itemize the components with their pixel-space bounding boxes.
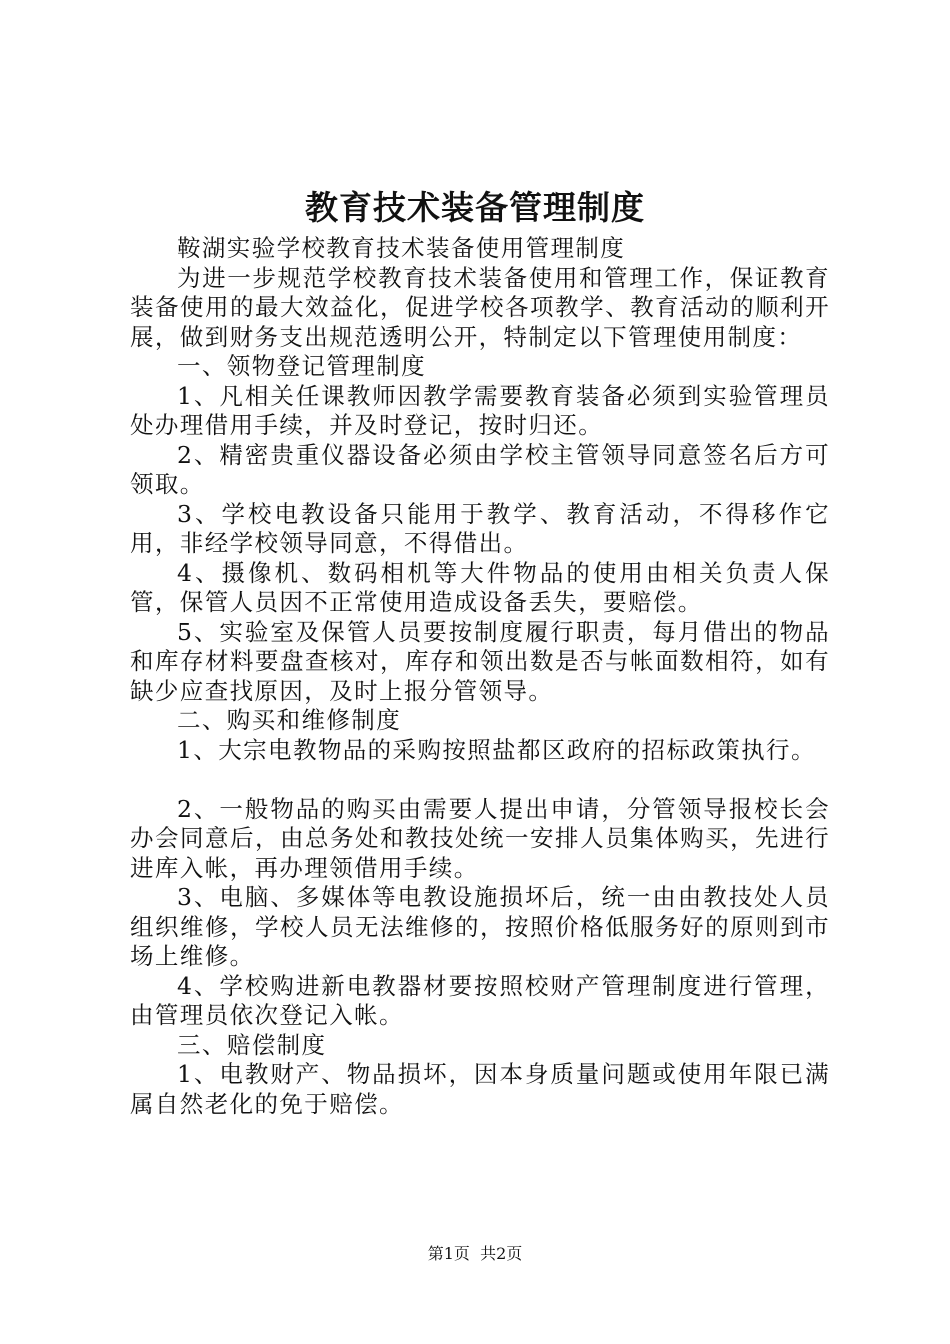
section-heading-3: 三、赔偿制度 <box>177 1030 327 1059</box>
page-footer: 第1页 共2页 <box>427 1244 523 1263</box>
section-heading-1: 一、领物登记管理制度 <box>177 352 426 380</box>
section2-item-3: 3、电脑、多媒体等电教设施损坏后，统一由由教技处人员组织维修，学校人员无法维修的，按照价格低服务好的原则到市场上维修。 <box>130 883 830 970</box>
subtitle: 鞍湖实验学校教育技术装备使用管理制度 <box>177 234 626 262</box>
section1-item-4: 4、摄像机、数码相机等大件物品的使用由相关负责人保管，保管人员因不正常使用造成设备丢失，要赔偿。 <box>130 558 830 616</box>
section1-item-1: 1、凡相关任课教师因教学需要教育装备必须到实验管理员处办理借用手续，并及时登记，按时归还。 <box>130 381 830 439</box>
section3-item-1: 1、电教财产、物品损坏，因本身质量问题或使用年限已满属自然老化的免于赔偿。 <box>130 1060 830 1118</box>
section2-item-4: 4、学校购进新电教器材要按照校财产管理制度进行管理，由管理员依次登记入帐。 <box>130 971 830 1029</box>
document-body <box>130 234 830 1119</box>
section-heading-2: 二、购买和维修制度 <box>177 706 402 734</box>
section1-item-3: 3、学校电教设备只能用于教学、教育活动，不得移作它用，非经学校领导同意，不得借出。 <box>130 499 830 557</box>
section2-item-1: 1、大宗电教物品的采购按照盐都区政府的招标政策执行。 <box>177 735 816 764</box>
section1-item-5: 5、实验室及保管人员要按制度履行职责，每月借出的物品和库存材料要盘查核对，库存和领出数是否与帐面数相符，如有缺少应查找原因，及时上报分管领导。 <box>130 617 830 705</box>
section1-item-2: 2、精密贵重仪器设备必须由学校主管领导同意签名后方可领取。 <box>130 440 830 498</box>
document-title: 教育技术装备管理制度 <box>305 188 645 227</box>
intro-paragraph: 为进一步规范学校教育技术装备使用和管理工作，保证教育装备使用的最大效益化，促进学校各项教学、教育活动的顺利开展，做到财务支出规范透明公开，特制定以下管理使用制度： <box>130 263 830 351</box>
blank-line <box>130 765 830 795</box>
section2-item-2: 2、一般物品的购买由需要人提出申请，分管领导报校长会办会同意后，由总务处和教技处统一安排人员集体购买，先进行进库入帐，再办理领借用手续。 <box>130 794 830 882</box>
